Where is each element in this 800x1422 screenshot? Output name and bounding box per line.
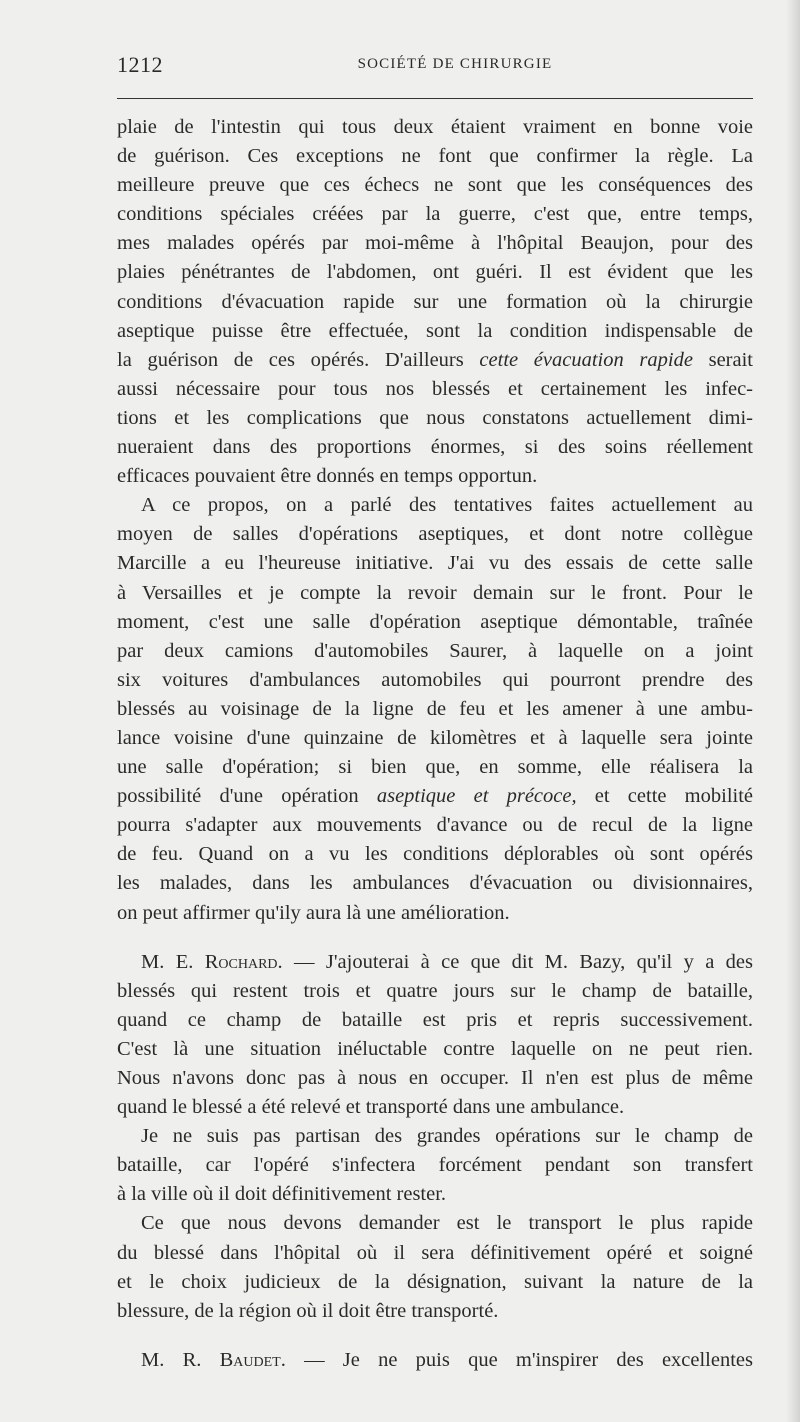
text-line: blessés au voisinage de la ligne de feu et les amener à une ambu- [117, 697, 753, 720]
text-line [117, 948, 753, 977]
text-line: meilleure preuve que ces échecs ne sont que les conséquences des [117, 174, 753, 197]
paragraph-3 [117, 948, 753, 1123]
paragraph-5 [117, 1209, 753, 1325]
text-line: bataille, car l'opéré s'infectera forcément pendant son transfert [117, 1154, 753, 1177]
text-line [117, 1346, 753, 1375]
italic-text: aseptique et précoce, [376, 785, 577, 808]
page-number: 1212 [117, 52, 163, 77]
paragraph-1 [117, 113, 753, 491]
text-line: une salle d'opération; si bien que, en somme, elle réalisera la [117, 756, 753, 779]
text-line: Nous n'avons donc pas à nous en occuper. Il n'en est plus de même [117, 1067, 753, 1089]
text-line: à la ville où il doit définitivement rester. [117, 1183, 447, 1206]
text-line: tions et les complications que nous constatons actuellement dimi- [117, 406, 753, 429]
text-line [117, 346, 753, 375]
text-line: Ce que nous devons demander est le transport le plus rapide [141, 1212, 753, 1235]
text-span: et cette mobilité [576, 785, 753, 808]
text-line: aussi nécessaire pour tous nos blessés et certainement les infec- [117, 377, 753, 400]
text-line: on peut affirmer qu'ily aura là une amélioration. [117, 901, 510, 924]
text-line: C'est là une situation inéluctable contre laquelle on ne peut rien. [117, 1037, 753, 1060]
text-line: moyen de salles d'opérations aseptiques, et dont notre collègue [117, 523, 753, 546]
text-line [117, 782, 753, 811]
text-span: serait [692, 348, 753, 371]
text-line: six voitures d'ambulances automobiles qui pourront prendre des [117, 668, 753, 691]
text-line: nueraient dans des proportions énormes, si des soins réellement [117, 436, 753, 459]
paragraph-4 [117, 1122, 753, 1209]
speaker-prefix: M. E. [141, 950, 205, 973]
text-line: plaie de l'intestin qui tous deux étaient vraiment en bonne voie [117, 116, 753, 138]
text-span: . — J'ajouterai à ce que dit M. Bazy, qu'il y a des [277, 950, 753, 973]
speaker-name: Rochard [204, 950, 278, 973]
text-line: conditions d'évacuation rapide sur une formation où la chirurgie [117, 290, 753, 313]
speaker-prefix: M. R. [141, 1348, 220, 1371]
paragraph-2 [117, 491, 753, 927]
page-header [117, 52, 753, 82]
text-line: quand le blessé a été relevé et transporté dans une ambulance. [117, 1096, 625, 1119]
text-line: Marcille a eu l'heureuse initiative. J'ai vu des essais de cette salle [117, 552, 753, 575]
text-line: blessure, de la région où il doit être transporté. [117, 1299, 499, 1322]
text-line: lance voisine d'une quinzaine de kilomètres et à laquelle sera jointe [117, 726, 753, 749]
text-span: . — Je ne puis que m'inspirer des excellentes [280, 1348, 753, 1371]
paragraph-gap [117, 928, 753, 948]
text-line: Je ne suis pas partisan des grandes opérations sur le champ de [141, 1125, 753, 1148]
text-line: de feu. Quand on a vu les conditions déplorables où sont opérés [117, 843, 753, 866]
italic-text: cette évacuation rapide [479, 348, 693, 371]
text-line: moment, c'est une salle d'opération aseptique démontable, traînée [117, 610, 753, 633]
text-line: de guérison. Ces exceptions ne font que confirmer la règle. La [117, 145, 753, 168]
paragraph-gap [117, 1326, 753, 1346]
header-rule [117, 98, 753, 99]
text-line: plaies pénétrantes de l'abdomen, ont guéri. Il est évident que les [117, 261, 753, 284]
text-line: A ce propos, on a parlé des tentatives faites actuellement au [141, 494, 753, 517]
text-line: efficaces pouvaient être donnés en temps opportun. [117, 465, 538, 488]
text-line: blessés qui restent trois et quatre jours sur le champ de bataille, [117, 979, 753, 1002]
text-line: à Versailles et je compte la revoir demain sur le front. Pour le [117, 581, 753, 604]
text-line: quand ce champ de bataille est pris et repris successivement. [117, 1008, 753, 1031]
text-span: possibilité d'une opération [117, 785, 377, 808]
body-text [117, 113, 753, 1375]
text-line: du blessé dans l'hôpital où il sera définitivement opéré et soigné [117, 1241, 753, 1264]
running-head: SOCIÉTÉ DE CHIRURGIE [357, 56, 553, 72]
text-line: par deux camions d'automobiles Saurer, à laquelle on a joint [117, 639, 753, 662]
text-span: la guérison de ces opérés. D'ailleurs [117, 348, 480, 371]
paragraph-6 [117, 1346, 753, 1375]
text-line: mes malades opérés par moi-même à l'hôpital Beaujon, pour des [117, 232, 753, 255]
speaker-name: Baudet [219, 1348, 281, 1371]
page-edge-shadow [786, 0, 800, 1422]
text-line: pourra s'adapter aux mouvements d'avance ou de recul de la ligne [117, 814, 753, 837]
text-line: conditions spéciales créées par la guerre, c'est que, entre temps, [117, 203, 753, 226]
text-line: les malades, dans les ambulances d'évacuation ou divisionnaires, [117, 872, 753, 895]
text-line: aseptique puisse être effectuée, sont la condition indispensable de [117, 319, 753, 342]
text-line: et le choix judicieux de la désignation, suivant la nature de la [117, 1270, 753, 1293]
